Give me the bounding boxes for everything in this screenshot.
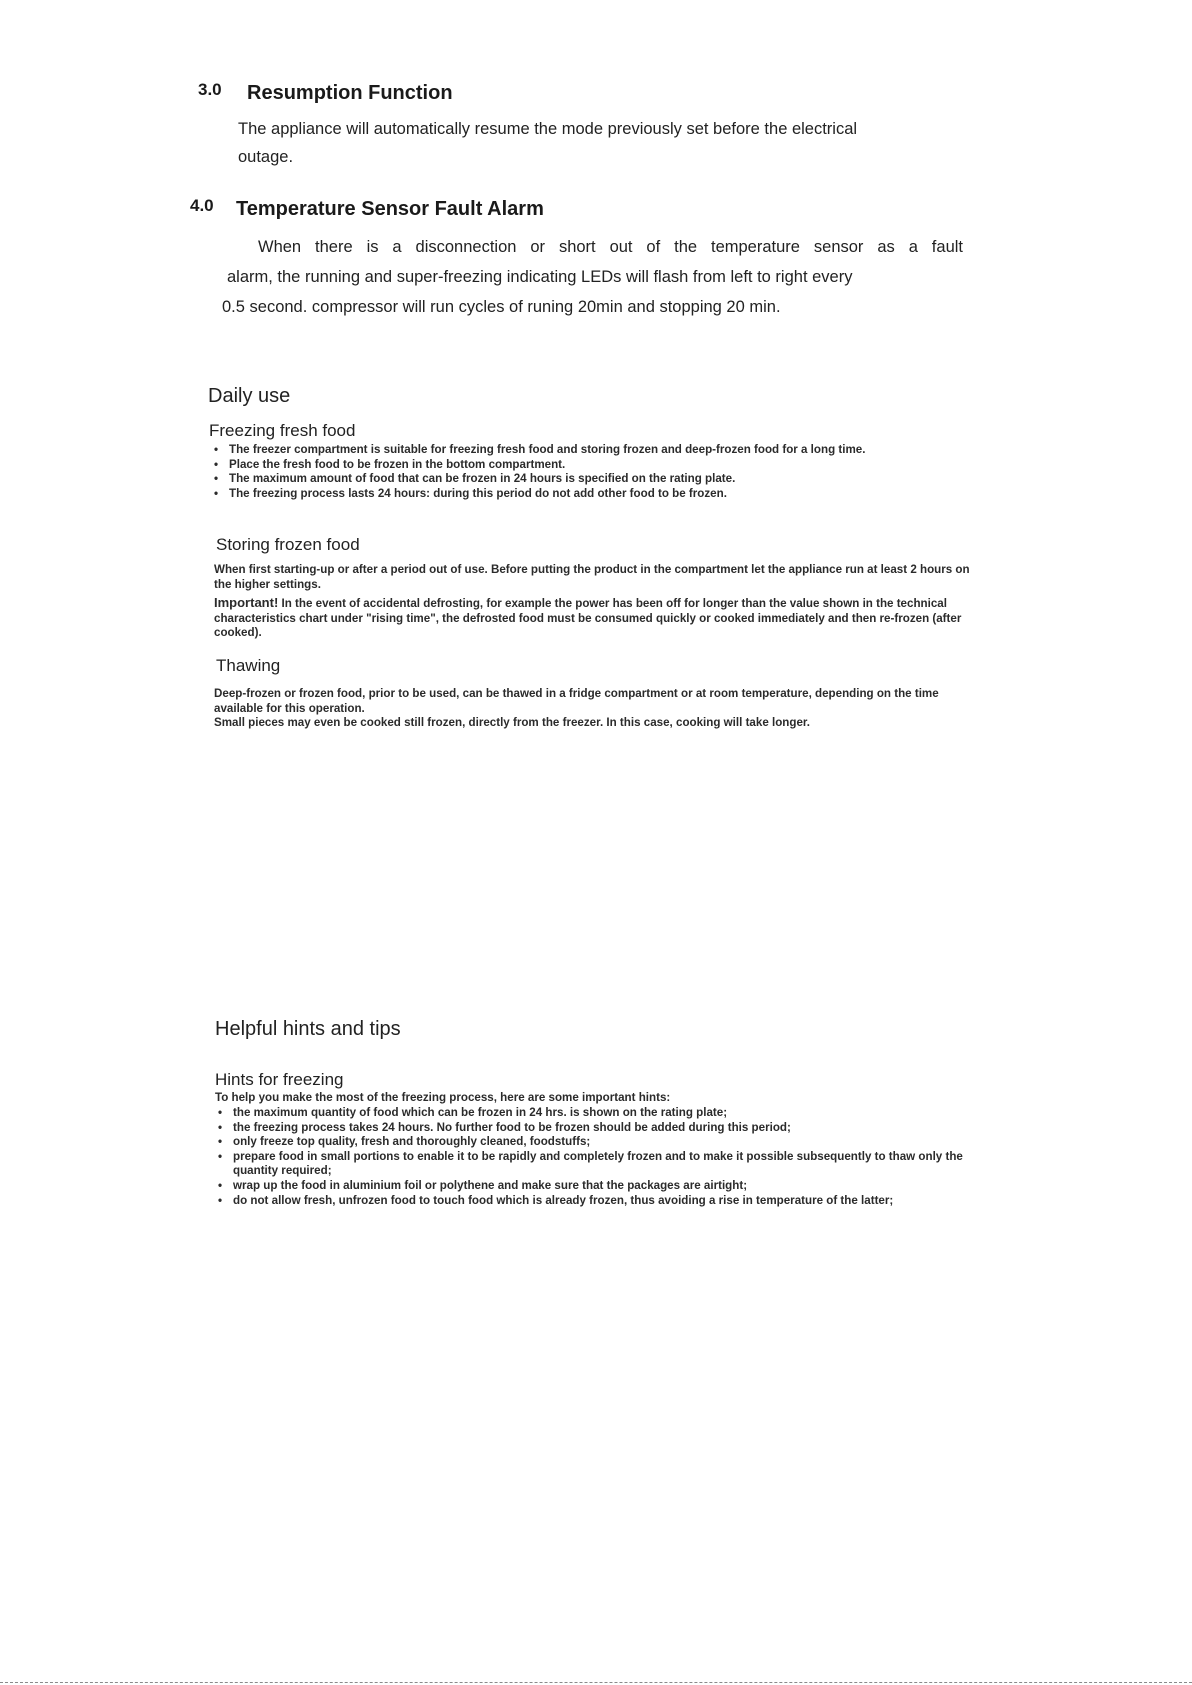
resumption-line-2: outage. (238, 148, 294, 166)
storing-paragraph: When first starting-up or after a period out of use. Before putting the product in the compartment let the appliance run at least 2 hours on the higher settings. (214, 563, 970, 591)
sensor-alarm-line-1: When there is a disconnection or short out of the temperature sensor as a fault (258, 238, 963, 256)
list-item: • prepare food in small portions to enable it to be rapidly and completely frozen and to make it possible subsequently to thaw only the quantity required; (215, 1150, 985, 1179)
list-item: • The maximum amount of food that can be frozen in 24 hours is specified on the rating plate. (211, 472, 989, 487)
list-item: • wrap up the food in aluminium foil or polythene and make sure that the packages are airtight; (215, 1179, 985, 1194)
list-item: • Place the fresh food to be frozen in the bottom compartment. (211, 458, 989, 473)
storing-frozen-food-text (214, 563, 984, 645)
list-item: • the freezing process takes 24 hours. No further food to be frozen should be added during this period; (215, 1121, 985, 1136)
freezing-fresh-food-heading: Freezing fresh food (209, 421, 356, 440)
resumption-line-1: The appliance will automatically resume the mode previously set before the electrical (238, 120, 858, 138)
section-title-sensor-alarm: Temperature Sensor Fault Alarm (236, 198, 544, 220)
helpful-hints-heading: Helpful hints and tips (215, 1018, 401, 1040)
section-number-3: 3.0 (198, 80, 222, 99)
list-item: • the maximum quantity of food which can be frozen in 24 hrs. is shown on the rating plate; (215, 1106, 985, 1121)
hints-intro: To help you make the most of the freezing process, here are some important hints: (215, 1091, 671, 1104)
important-text: In the event of accidental defrosting, for example the power has been off for longer than the value shown in the technical characteristics chart under "rising time", the defrosted food must be consumed quickly or cooked immediately and then re-frozen (after cooked). (214, 597, 962, 640)
list-item: • do not allow fresh, unfrozen food to touch food which is already frozen, thus avoiding a rise in temperature of the latter; (215, 1194, 985, 1209)
freezing-fresh-food-list (211, 443, 989, 501)
storing-frozen-food-heading: Storing frozen food (216, 535, 360, 554)
daily-use-heading: Daily use (208, 385, 291, 407)
important-paragraph (214, 596, 984, 641)
section-title-resumption: Resumption Function (247, 82, 453, 104)
important-label: Important! (214, 595, 279, 611)
thawing-text (214, 687, 959, 731)
thawing-paragraph-2: Small pieces may even be cooked still frozen, directly from the freezer. In this case, cooking will take longer. (214, 716, 810, 730)
thawing-heading: Thawing (216, 656, 281, 675)
sensor-alarm-line-2: alarm, the running and super-freezing indicating LEDs will flash from left to right every (227, 268, 853, 286)
list-item: • only freeze top quality, fresh and thoroughly cleaned, foodstuffs; (215, 1135, 985, 1150)
hints-for-freezing-heading: Hints for freezing (215, 1070, 344, 1089)
thawing-paragraph-1: Deep-frozen or frozen food, prior to be used, can be thawed in a fridge compartment or at room temperature, depending on the time available for this operation. (214, 687, 939, 715)
hints-list (215, 1106, 985, 1208)
sensor-alarm-line-3: 0.5 second. compressor will run cycles of runing 20min and stopping 20 min. (222, 298, 781, 316)
section-number-4: 4.0 (190, 196, 214, 215)
page-bottom-edge (0, 1682, 1192, 1683)
list-item: • The freezer compartment is suitable for freezing fresh food and storing frozen and deep-frozen food for a long time. (211, 443, 989, 458)
list-item: • The freezing process lasts 24 hours: during this period do not add other food to be frozen. (211, 487, 989, 502)
